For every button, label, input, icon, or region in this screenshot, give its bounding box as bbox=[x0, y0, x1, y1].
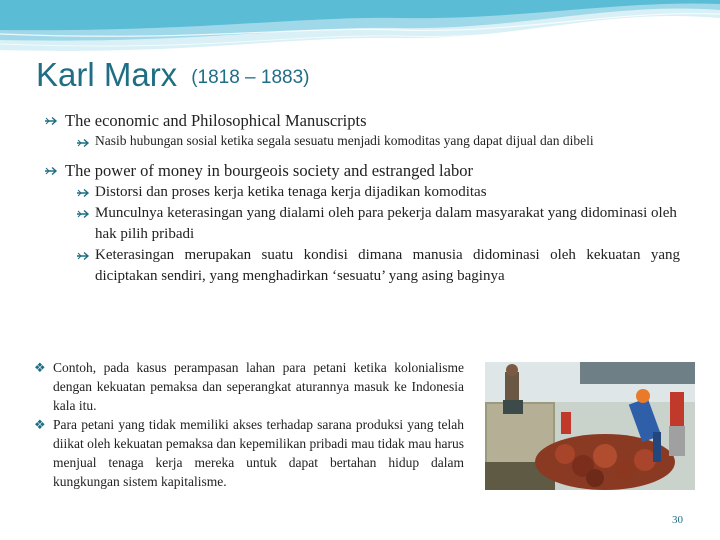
diamond-bullet-icon: ❖ bbox=[34, 361, 46, 376]
sub-bullet-item bbox=[40, 203, 680, 245]
example-list bbox=[34, 358, 464, 491]
example-text: Para petani yang tidak memiliki akses terhadap sarana produksi yang telah diikat oleh kekuatan pemaksa dan kepemilikan pribadi mau tidak mau harus menjual tenaga kerja mereka untuk dapat bertahan hidup dalam kungkungan sistem kapitalisme. bbox=[53, 417, 464, 489]
bullet-item bbox=[40, 160, 680, 182]
arrow-bullet-icon bbox=[76, 251, 92, 261]
sub-bullet-item bbox=[40, 132, 680, 150]
sub-bullet-text: Keterasingan merupakan suatu kondisi dimana manusia didominasi oleh kekuatan yang diciptakan sendiri, yang menghadirkan ‘sesuatu’ yang asing baginya bbox=[95, 247, 680, 284]
title-name: Karl Marx bbox=[36, 56, 178, 93]
sub-bullet-text: Munculnya keterasingan yang dialami oleh para pekerja dalam masyarakat yang didominasi oleh hak pilih pribadi bbox=[95, 205, 677, 242]
example-item bbox=[34, 358, 464, 415]
sub-bullet-text: Distorsi dan proses kerja ketika tenaga kerja dijadikan komoditas bbox=[95, 184, 487, 200]
example-item bbox=[34, 415, 464, 491]
example-text: Contoh, pada kasus perampasan lahan para petani ketika kolonialisme dengan kekuatan pemaksa dan seperangkat aturannya masuk ke Indonesia kala itu. bbox=[53, 360, 464, 413]
arrow-bullet-icon bbox=[44, 166, 60, 176]
bullet-text: The economic and Philosophical Manuscripts bbox=[65, 111, 367, 130]
sub-bullet-item bbox=[40, 182, 680, 203]
palm-oil-workers-photo bbox=[485, 362, 695, 490]
diamond-bullet-icon: ❖ bbox=[34, 418, 46, 433]
slide-title bbox=[36, 56, 310, 94]
sub-bullet-text: Nasib hubungan sosial ketika segala sesuatu menjadi komoditas yang dapat dijual dan dibeli bbox=[95, 133, 594, 148]
arrow-bullet-icon bbox=[76, 138, 92, 148]
arrow-bullet-icon bbox=[76, 188, 92, 198]
bullet-text: The power of money in bourgeois society and estranged labor bbox=[65, 161, 473, 180]
arrow-bullet-icon bbox=[44, 116, 60, 126]
bullet-list bbox=[40, 110, 680, 287]
arrow-bullet-icon bbox=[76, 209, 92, 219]
page-number: 30 bbox=[672, 514, 683, 526]
bullet-item bbox=[40, 110, 680, 132]
title-years: (1818 – 1883) bbox=[191, 67, 310, 88]
sub-bullet-item bbox=[40, 245, 680, 287]
